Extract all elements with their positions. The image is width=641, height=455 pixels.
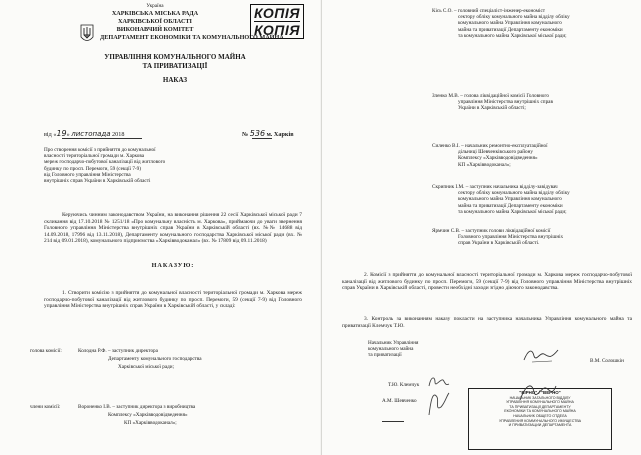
signatory-title bbox=[368, 340, 418, 359]
stamp-line: "ВІРНО" / "ВЕРНО" bbox=[519, 390, 561, 395]
signatory-title-3: та приватизації bbox=[368, 352, 402, 359]
number-underline bbox=[252, 138, 272, 139]
copy-stamp bbox=[250, 4, 304, 39]
member-line: Головного управління Міністерства внутрішніх bbox=[458, 234, 564, 241]
document-page-left bbox=[0, 0, 320, 455]
member-line: України в Харківській області; bbox=[458, 105, 526, 112]
header-directorate-1: УПРАВЛІННЯ КОМУНАЛЬНОГО МАЙНА bbox=[104, 53, 246, 61]
header-committee: ВИКОНАВЧИЙ КОМІТЕТ bbox=[116, 26, 194, 33]
stamp-line: ЕКОНОМІКИ ТА КОМУНАЛЬНОГО МАЙНА bbox=[504, 409, 576, 414]
header-oblast: ХАРКІВСЬКОЇ ОБЛАСТІ bbox=[118, 18, 192, 25]
document-type: НАКАЗ bbox=[162, 76, 188, 84]
chair-org-1: Департаменту комунального господарства bbox=[108, 356, 202, 362]
date-underline bbox=[62, 138, 142, 139]
preamble: Керуючись чинним законодавством України, на виконання рішення 22 сесії Харківської міської ради 7 скликання від 17.10.2018 № 1251/18 «Про комунальну власність м. Харкова», приймаючи до уваги звернення Головного управління Міністерства внутрішніх справ України в Харківській області (вх. №№ 14688 від 14.09.2018, 17996 від 13.11.2018), Департаменту комунального господарства Харківської міської ради (вх. № 214 від 09.01.2018), комунального підприємства «Харківводоканал» (вх. № 17809 від 09.11.2018) bbox=[44, 212, 302, 245]
subject-line: мереж господарчо-побутової каналізації від житлового bbox=[44, 159, 166, 166]
member-kis bbox=[432, 8, 570, 39]
member-line: комунального майна Управління комунального bbox=[458, 196, 562, 203]
subject-line: внутрішніх справ України в Харківській області bbox=[44, 178, 151, 185]
item-1: 1. Створити комісію з прийняття до комунальної власності територіальної громади м. Харкова мереж господарчо-побутової каналізації від житлового будинку по просп. Перемоги, 59 (секції 7-9) від Головного управління Міністерства внутрішніх справ України в Харківській області, у складі: bbox=[44, 290, 302, 310]
subject-line: власності територіальної громади м. Харкова bbox=[44, 153, 145, 160]
signatory-title-1: Начальник Управління bbox=[368, 340, 419, 346]
approval-shevchenko: А.М. Шевченко bbox=[382, 398, 417, 404]
approval-signature-1 bbox=[427, 374, 451, 390]
order-number bbox=[242, 130, 294, 138]
item-2: 2. Комісії з прийняття до комунальної власності територіальної громади м. Харкова мереж господарчо-побутової каналізації від житлового будинку по просп. Перемоги, 59 (секції 7-9) від Головного управління Міністерства внутрішніх справ України в Харківській області, провести необхідні заходи згідно діючого законодавства. bbox=[342, 272, 632, 292]
director-signature bbox=[522, 346, 562, 364]
stamp-line: ТА ПРИВАТИЗАЦІЇ ДЕПАРТАМЕНТУ bbox=[509, 404, 571, 409]
member-line: дільниці Шевченківського району bbox=[458, 149, 533, 156]
member-line: майна та приватизації Департаменту економіки bbox=[458, 202, 563, 209]
number-label: № bbox=[242, 131, 249, 138]
approval-third-line bbox=[382, 421, 404, 422]
date-row bbox=[44, 130, 124, 138]
member-line: комунального майна Управління комунального bbox=[458, 20, 562, 27]
member-line: Силенко В.І. – начальник ремонтно-експлуатаційної bbox=[432, 143, 548, 149]
member-yarmchyn bbox=[432, 228, 563, 247]
document-page-right bbox=[321, 0, 641, 455]
member-line: Зленко М.В. – голова ліквідаційної комісії Головного bbox=[432, 93, 549, 99]
city: м. Харків bbox=[266, 131, 294, 138]
trident-emblem-icon bbox=[80, 24, 94, 44]
stamp-line: УПРАВЛІННЯ КОМУНАЛЬНОГО МАЙНА bbox=[506, 400, 574, 405]
number-value: 536 bbox=[249, 129, 266, 138]
members-org-1: Комплексу «Харківводовідведення» bbox=[108, 412, 188, 418]
member-line: Ярмчин С.В. – заступник голови ліквідаційної комісії bbox=[432, 228, 551, 234]
date-prefix: від « bbox=[44, 131, 57, 138]
member-line: КП «Харківводоканал»; bbox=[458, 161, 511, 168]
header-council: ХАРКІВСЬКА МІСЬКА РАДА bbox=[111, 10, 199, 17]
header-directorate-2: ТА ПРИВАТИЗАЦІЇ bbox=[142, 62, 208, 70]
stamp-signature bbox=[518, 380, 558, 404]
approval-klemchuk: Т.Ю. Клемчук bbox=[388, 382, 420, 388]
member-zlenko bbox=[432, 93, 553, 112]
approval-signature-2 bbox=[425, 389, 451, 419]
date-year: 2018 bbox=[112, 131, 125, 138]
order-heading: НАКАЗУЮ: bbox=[151, 262, 195, 269]
member-skrypnyk bbox=[432, 184, 570, 215]
item-3: 3. Контроль за виконанням наказу покласти на заступника начальника Управління комунального майна та приватизації Клемчук Т.Ю. bbox=[342, 316, 632, 329]
chair-role: голова комісії: bbox=[30, 348, 62, 354]
member-line: та комунального майна Харківської міської ради; bbox=[458, 32, 567, 39]
member-sylenko bbox=[432, 143, 548, 168]
members-name: Вороненко І.В. – заступник директора з виробництва bbox=[78, 404, 196, 410]
stamp-line: И ПРИВАТИЗАЦИИ ДЕПАРТАМЕНТА bbox=[508, 423, 572, 428]
signatory-title-2: комунального майна bbox=[368, 346, 414, 353]
member-line: Скрипник І.М. – заступник начальника відділу-завідувач bbox=[432, 184, 558, 190]
header-country: Україна bbox=[146, 3, 164, 9]
date-day: 19 bbox=[56, 129, 67, 138]
chair-name: Колодна Р.Ф. – заступник директора bbox=[78, 348, 158, 354]
member-line: сектору обліку комунального майна відділу обліку bbox=[458, 14, 570, 21]
date-month: листопада bbox=[71, 130, 111, 138]
member-line: справ України в Харківській області. bbox=[458, 240, 540, 247]
stamp-line: НАЧАЛЬНИК ЗАГАЛЬНОГО ВІДДІЛУ bbox=[509, 395, 571, 400]
subject-line: будинку по просп. Перемоги, 59 (секції 7-9) bbox=[44, 165, 141, 172]
date-mid: » bbox=[66, 131, 70, 138]
header-department: ДЕПАРТАМЕНТ ЕКОНОМІКИ ТА КОМУНАЛЬНОГО МАЙНА bbox=[100, 34, 284, 41]
member-line: Кісь С.О. – головний спеціаліст-інженер-економіст bbox=[432, 8, 546, 14]
copy-stamp-line2: КОПІЯ bbox=[254, 22, 300, 38]
subject-block bbox=[44, 147, 165, 184]
members-org-2: КП «Харківводоканал»; bbox=[124, 420, 177, 426]
subject-line: від Головного управління Міністерства bbox=[44, 171, 131, 178]
copy-stamp-line1: КОПІЯ bbox=[254, 5, 300, 21]
member-line: майна та приватизації Департаменту економіки bbox=[458, 26, 563, 33]
members-role: члени комісії: bbox=[30, 404, 61, 410]
member-line: сектору обліку комунального майна відділу обліку bbox=[458, 190, 570, 197]
subject-line: Про створення комісії з прийняття до комунальної bbox=[44, 147, 156, 153]
member-line: та комунального майна Харківської міської ради; bbox=[458, 208, 567, 215]
signatory-name: В.М. Солошкін bbox=[590, 358, 624, 364]
stamp-line: НАЧАЛЬНИК ОБЩЕГО ОТДЕЛА bbox=[513, 413, 567, 418]
chair-org-2: Харківської міської ради; bbox=[118, 364, 175, 370]
member-line: управління Міністерства внутрішніх справ bbox=[458, 99, 553, 106]
member-line: Комплексу «Харківводовідведення» bbox=[458, 155, 538, 162]
stamp-line: УПРАВЛЕНИЯ КОММУНАЛЬНОГО ИМУЩЕСТВА bbox=[498, 418, 582, 423]
